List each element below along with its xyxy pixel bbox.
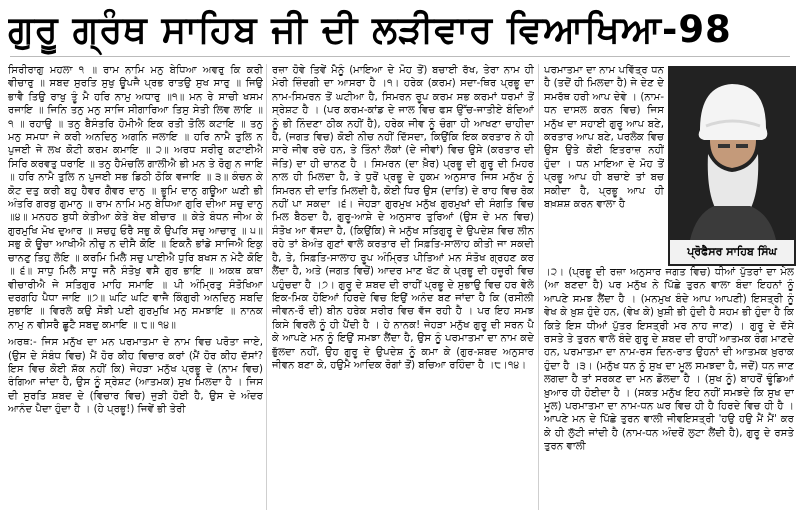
text-column-3-top: ਪਰਮਾਤਮਾ ਦਾ ਨਾਮ ਪਵਿੱਤ੍ਰ ਧਨ ਹੈ (ਤਦੋਂ ਹੀ ਮਿਲਦਾ ਹੈ) ਜੇ ਦੇਣ ਦੇ ਸਮਰੱਥ ਹਰੀ ਆਪ ਦੇਵੇ । (ਨਾਮ-ਧਨ ਦਾਸਲ ਕਰਨ ਵਿਚ) ਜਿਸ ਮਨੁੱਖ ਦਾ ਸਹਾਈ ਗੁਰੂ ਆਪ ਬਣੇ, ਕਰਤਾਰ ਆਪ ਬਣੇ, ਪਰਲੋਕ ਵਿਚ ਉਸ ਉਤੇ ਕੋਈ ਇਤਰਾਜ਼ ਨਹੀਂ ਹੁੰਦਾ । ਧਨ ਮਾਇਆ ਦੇ ਮੋਹ ਤੋਂ ਪ੍ਰਭੂ ਆਪ ਹੀ ਬਚਾਏ ਤਾਂ ਬਚ ਸਕੀਦਾ ਹੈ, ਪ੍ਰਭੂ ਆਪ ਹੀ ਬਖ਼ਸ਼ਸ਼ ਕਰਨ ਵਾਲਾ ਹੈ bbox=[544, 65, 664, 211]
author-photo bbox=[668, 66, 796, 266]
meaning-paragraph: ਅਰਥ:- ਜਿਸ ਮਨੁੱਖ ਦਾ ਮਨ ਪਰਮਾਤਮਾ ਦੇ ਨਾਮ ਵਿਚ ਪਰੋਤਾ ਜਾਏ, (ਉਸ ਦੇ ਸੰਬੰਧ ਵਿਚ) ਮੈਂ ਹੋਰ ਕੀਹ ਵਿਚਾਰ ਕਰਾਂ (ਮੈਂ ਹੋਰ ਕੀਹ ਦੱਸਾਂ? ਇਸ ਵਿਚ ਕੋਈ ਸ਼ੱਕ ਨਹੀਂ ਕਿ) ਜੇਹੜਾ ਮਨੁੱਖ ਪ੍ਰਭੂ ਦੇ (ਨਾਮ ਵਿਚ) ਰੰਗਿਆ ਜਾਂਦਾ ਹੈ, ਉਸ ਨੂੰ ਸ੍ਰੇਸ਼ਟ (ਆਤਮਕ) ਸੁਖ ਮਿਲਦਾ ਹੈ । ਜਿਸ ਦੀ ਸੁਰਤਿ ਸ਼ਬਦ ਦੇ (ਵਿਚਾਰ ਵਿਚ) ਜੁੜੀ ਹੋਈ ਹੈ, ਉਸ ਦੇ ਅੰਦਰ ਆਨੰਦ ਪੈਦਾ ਹੁੰਦਾ ਹੈ । (ਹੇ ਪ੍ਰਭੂ!) ਜਿਵੇਂ ਭੀ ਤੇਰੀ bbox=[8, 337, 263, 416]
text-column-2 bbox=[272, 64, 534, 510]
column-divider bbox=[266, 64, 267, 510]
text-column-3-bottom: ।੨। (ਪ੍ਰਭੂ ਦੀ ਰਜ਼ਾ ਅਨੁਸਾਰ ਜਗਤ ਵਿਚ) ਧੀਆਂ ਪੁੱਤਰਾਂ ਦਾ ਮੇਲ (ਆ ਬਣਦਾ ਹੈ) ਪਰ ਮਨੁੱਖ ਨੇ ਪਿੱਛੇ ਤੁਰਨ ਵਾਲਾ ਬੰਦਾ ਇਹਨਾਂ ਨੂੰ ਆਪਣੇ ਸਮਝ ਲੈਂਦਾ ਹੈ । (ਮਨਮੁਖ ਬੰਦੇ ਆਪ ਆਪਣੀ) ਇਸਤ੍ਰੀ ਨੂੰ ਵੇਖ ਕੇ ਖ਼ੁਸ਼ ਹੁੰਦੇ ਹਨ, (ਵੇਖ ਕੇ) ਖ਼ੁਸ਼ੀ ਭੀ ਹੁੰਦੀ ਹੈ ਸਹਮ ਭੀ ਹੁੰਦਾ ਹੈ ਕਿ ਕਿਤੇ ਇਸ ਧੀਆਂ ਪੁੱਤਰ ਇਸਤ੍ਰੀ ਮਰ ਨਾਹ ਜਾਣ) । ਗੁਰੂ ਦੇ ਦੱਸੇ ਰਸਤੇ ਤੇ ਤੁਰਨ ਵਾਲੇ ਬੰਦੇ ਗੁਰੂ ਦੇ ਸ਼ਬਦ ਦੀ ਰਾਹੀਂ ਆਤਮਕ ਰੰਗ ਮਾਣਦੇ ਹਨ, ਪਰਮਾਤਮਾ ਦਾ ਨਾਮ-ਰਸ ਦਿਨ-ਰਾਤ ਉਹਨਾਂ ਦੀ ਆਤਮਕ ਖ਼ੁਰਾਕ ਹੁੰਦਾ ਹੈ ।੩। (ਮਨੁੱਖ ਧਨ ਨੂੰ ਸੁਖ ਦਾ ਮੂਲ ਸਮਝਦਾ ਹੈ, ਜਦੋਂ) ਧਨ ਜਾਣ ਲਗਦਾ ਹੈ ਤਾਂ ਸਰਕਣ ਦਾ ਮਨ ਡੋਲਦਾ ਹੈ । (ਸੁਖ ਨੂੰ) ਬਾਹਰੋਂ ਢੂੰਡਿਆਂ ਖ਼ੁਆਰ ਹੀ ਹੋਈਦਾ ਹੈ । (ਸਕਤ ਮਨੁੱਖ ਇਹ ਨਹੀਂ ਸਮਝਦੇ ਕਿ ਸੁਖ ਦਾ ਮੂਲ) ਪਰਮਾਤਮਾ ਦਾ ਨਾਮ-ਧਨ ਘਰ ਵਿਚ ਹੀ ਹੈ ਹਿਰਦੇ ਵਿਚ ਹੀ ਹੈ । ਆਪਣੇ ਮਨ ਦੇ ਪਿੱਛੇ ਤੁਰਨ ਵਾਲੀ ਜੀਵਇਸਤ੍ਰੀ 'ਹਉ ਹਉ ਮੈਂ ਮੈਂ' ਕਰ ਕੇ ਹੀ ਲੁੱਟੀ ਜਾਂਦੀ ਹੈ (ਨਾਮ-ਧਨ ਅੰਦਰੋਂ ਲੁਟਾ ਲੈਂਦੀ ਹੈ), ਗੁਰੂ ਦੇ ਰਸਤੇ ਤੁਰਨ ਵਾਲੀ bbox=[544, 267, 794, 453]
text-column-1 bbox=[8, 64, 263, 510]
headline-divider bbox=[10, 56, 790, 57]
column-divider bbox=[538, 64, 539, 510]
meaning-paragraph: ਰਜ਼ਾ ਹੋਵੇ ਤਿਵੇਂ ਮੈਨੂੰ (ਮਾਇਆ ਦੇ ਮੋਹ ਤੋਂ) ਬਚਾਈ ਰੱਖ, ਤੇਰਾ ਨਾਮ ਹੀ ਮੇਰੀ ਜ਼ਿੰਦਗੀ ਦਾ ਆਸਰਾ ਹੈ ।੧। ਹਰੇਕ (ਕਰਮ) ਸਦਾ-ਥਿਰ ਪ੍ਰਭੂ ਦਾ ਨਾਮ-ਸਿਮਰਨ ਤੋਂ ਘਟੀਆ ਹੈ, ਸਿਮਰਨ ਰੂਪ ਕਰਮ ਸਭ ਕਰਮਾਂ ਧਰਮਾਂ ਤੋਂ ਸ੍ਰੇਸ਼ਟ ਹੈ । (ਪਰ ਕਰਮ-ਕਾਂਡ ਦੇ ਜਾਲ ਵਿਚ ਫਸ ਉੱਚ-ਜਾਤੀਏ ਬੰਦਿਆਂ ਨੂੰ ਭੀ ਨਿੰਦਣਾ ਠੀਕ ਨਹੀਂ ਹੈ), ਹਰੇਕ ਜੀਵ ਨੂੰ ਚੰਗਾ ਹੀ ਆਖਣਾ ਚਾਹੀਦਾ ਹੈ, (ਜਗਤ ਵਿਚ) ਕੋਈ ਨੀਚ ਨਹੀਂ ਦਿੱਸਦਾ, ਕਿਉਂਕਿ ਇਕ ਕਰਤਾਰ ਨੇ ਹੀ ਸਾਰੇ ਜੀਵ ਰਚੇ ਹਨ, ਤੇ ਤਿੰਨਾਂ ਲੋਕਾਂ (ਦੇ ਜੀਵਾਂ) ਵਿਚ ਉਸੇ (ਕਰਤਾਰ ਦੀ ਜੋਤਿ) ਦਾ ਹੀ ਚਾਨਣ ਹੈ । ਸਿਮਰਨ (ਦਾ ਖ਼ੈਰ) ਪ੍ਰਭੂ ਦੀ ਗੁਰੂ ਦੀ ਮਿਹਰ ਨਾਲ ਹੀ ਮਿਲਦਾ ਹੈ, ਤੇ ਧੁਰੋਂ ਪ੍ਰਭੂ ਦੇ ਹੁਕਮ ਅਨੁਸਾਰ ਜਿਸ ਮਨੁੱਖ ਨੂੰ ਸਿਮਰਨ ਦੀ ਦਾਤਿ ਮਿਲਦੀ ਹੈ, ਕੋਈ ਧਿਰ ਉਸ (ਦਾਤਿ) ਦੇ ਰਾਹ ਵਿਚ ਰੋਕ ਨਹੀਂ ਪਾ ਸਕਦਾ ।੬। ਜੇਹੜਾ ਗੁਰਮੁਖ ਮਨੁੱਖ ਗੁਰਮੁਖਾਂ ਦੀ ਸੰਗਤਿ ਵਿਚ ਮਿਲ ਬੈਠਦਾ ਹੈ, ਗੁਰੂ-ਆਸ਼ੇ ਦੇ ਅਨੁਸਾਰ ਤੁਰਿਆਂ (ਉਸ ਦੇ ਮਨ ਵਿਚ) ਸੰਤੋਖ ਆ ਵੱਸਦਾ ਹੈ, (ਕਿਉਂਕਿ) ਜੇ ਮਨੁੱਖ ਸਤਿਗੁਰੂ ਦੇ ਉਪਦੇਸ਼ ਵਿਚ ਲੀਨ ਰਹੇ ਤਾਂ ਬੇਅੰਤ ਗੁਣਾਂ ਵਾਲੇ ਕਰਤਾਰ ਦੀ ਸਿਫ਼ਤਿ-ਸਾਲਾਹ ਕੀਤੀ ਜਾ ਸਕਦੀ ਹੈ, ਤੇ, ਸਿਫ਼ਤਿ-ਸਾਲਾਹ ਰੂਪ ਅੰਮ੍ਰਿਤ ਪੀਤਿਆਂ ਮਨ ਸੰਤੋਖ ਗ੍ਰਹਣ ਕਰ ਲੈਂਦਾ ਹੈ, ਅਤੇ (ਜਗਤ ਵਿਚੋਂ) ਆਦਰ ਮਾਣ ਖੱਟ ਕੇ ਪ੍ਰਭੂ ਦੀ ਹਜ਼ੂਰੀ ਵਿਚ ਪਹੁੰਚਦਾ ਹੈ ।੭। ਗੁਰੂ ਦੇ ਸ਼ਬਦ ਦੀ ਰਾਹੀਂ ਪ੍ਰਭੂ ਦੇ ਸੁਭਾਉ ਵਿਚ ਹਰ ਵੇਲੇ ਇਕ-ਮਿਕ ਹੋਇਆਂ ਹਿਰਦੇ ਵਿਚ ਇਉਂ ਅਨੰਦ ਬਣ ਜਾਂਦਾ ਹੈ ਕਿ (ਰਸੀਲੀ ਜੀਵਨ-ਰੌ ਦੀ) ਬੀਨ ਹਰੇਕ ਸਰੀਰ ਵਿਚ ਵੱਜ ਰਹੀ ਹੈ । ਪਰ ਇਹ ਸਮਝ ਕਿਸੇ ਵਿਰਲੇ ਨੂੰ ਹੀ ਪੈਂਦੀ ਹੈ । ਹੇ ਨਾਨਕ! ਜੇਹੜਾ ਮਨੁੱਖ ਗੁਰੂ ਦੀ ਸਰਨ ਪੈ ਕੇ ਆਪਣੇ ਮਨ ਨੂੰ ਇਉਂ ਸਮਝਾ ਲੈਂਦਾ ਹੈ, ਉਸ ਨੂੰ ਪਰਮਾਤਮਾ ਦਾ ਨਾਮ ਕਦੇ ਭੁੱਲਦਾ ਨਹੀਂ, ਉਹ ਗੁਰੂ ਦੇ ਉਪਦੇਸ਼ ਨੂੰ ਕਮਾ ਕੇ (ਗੁਰ-ਸ਼ਬਦ ਅਨੁਸਾਰ ਜੀਵਨ ਬਣਾ ਕੇ, ਹਉਮੈ ਆਦਿਕ ਰੋਗਾਂ ਤੋਂ) ਬਚਿਆ ਰਹਿੰਦਾ ਹੈ ।੮।੧੪। bbox=[272, 65, 534, 371]
portrait-photo-icon bbox=[670, 68, 794, 240]
photo-caption: ਪ੍ਰੋਫੈਸਰ ਸਾਹਿਬ ਸਿੰਘ bbox=[670, 240, 794, 264]
article-headline: ਗੁਰੂ ਗ੍ਰੰਥ ਸਾਹਿਬ ਜੀ ਦੀ ਲੜੀਵਾਰ ਵਿਆਖਿਆ-98 bbox=[8, 8, 732, 51]
gurbani-verse: ਸਿਰੀਰਾਗੁ ਮਹਲਾ ੧ ॥ ਰਾਮ ਨਾਮਿ ਮਨੁ ਬੇਧਿਆ ਅਵਰੁ ਕਿ ਕਰੀ ਵੀਚਾਰੁ ॥ ਸਬਦ ਸੁਰਤਿ ਸੁਖੁ ਊਪਜੈ ਪ੍ਰਭ ਰਾਤਉ ਸੁਖ ਸਾਰੁ ॥ ਜਿਉ ਭਾਵੈ ਤਿਉ ਰਾਖੁ ਤੂੰ ਮੈ ਹਰਿ ਨਾਮੁ ਅਧਾਰੁ ॥੧॥ ਮਨ ਰੇ ਸਾਚੀ ਖਸਮ ਰਜਾਇ ॥ ਜਿਨਿ ਤਨੁ ਮਨੁ ਸਾਜਿ ਸੀਗਾਰਿਆ ਤਿਸੁ ਸੇਤੀ ਲਿਵ ਲਾਇ ॥ ੧ ॥ ਰਹਾਉ ॥ ਤਨੁ ਬੈਸੰਤਰਿ ਹੋਮੀਐ ਇਕ ਰਤੀ ਤੋਲਿ ਕਟਾਇ ॥ ਤਨੁ ਮਨੁ ਸਮਧਾ ਜੇ ਕਰੀ ਅਨਦਿਨੁ ਅਗਨਿ ਜਲਾਇ ॥ ਹਰਿ ਨਾਮੈ ਤੁਲਿ ਨ ਪੁਜਈ ਜੇ ਲਖ ਕੋਟੀ ਕਰਮ ਕਮਾਇ ॥ ੨॥ ਅਰਧ ਸਰੀਰੁ ਕਟਾਈਐ ਸਿਰਿ ਕਰਵਤੁ ਧਰਾਇ ॥ ਤਨੁ ਹੈਮੰਚਲਿ ਗਾਲੀਐ ਭੀ ਮਨ ਤੇ ਰੋਗੁ ਨ ਜਾਇ ॥ ਹਰਿ ਨਾਮੈ ਤੁਲਿ ਨ ਪੁਜਈ ਸਭ ਡਿਠੀ ਠੋਕਿ ਵਜਾਇ ॥ ੩॥ ਕੰਚਨ ਕੇ ਕੋਟ ਦਤੁ ਕਰੀ ਬਹੁ ਹੈਵਰ ਗੈਵਰ ਦਾਨੁ ॥ ਭੂਮਿ ਦਾਨੁ ਗਊਆ ਘਣੀ ਭੀ ਅੰਤਰਿ ਗਰਬੁ ਗੁਮਾਨੁ ॥ ਰਾਮ ਨਾਮਿ ਮਨੁ ਬੇਧਿਆ ਗੁਰਿ ਦੀਆ ਸਚੁ ਦਾਨੁ ॥੪॥ ਮਨਹਠ ਬੁਧੀ ਕੇਤੀਆ ਕੇਤੇ ਬੇਦ ਬੀਚਾਰ ॥ ਕੇਤੇ ਬੰਧਨ ਜੀਅ ਕੇ ਗੁਰਮੁਖਿ ਮੋਖ ਦੁਆਰ ॥ ਸਚਹੁ ਓਰੈ ਸਭੁ ਕੋ ਉਪਰਿ ਸਚੁ ਆਚਾਰੁ ॥ ੫॥ ਸਭੁ ਕੋ ਊਚਾ ਆਖੀਐ ਨੀਚੁ ਨ ਦੀਸੈ ਕੋਇ ॥ ਇਕਨੈ ਭਾਂਡੇ ਸਾਜਿਐ ਇਕੁ ਚਾਨਣੁ ਤਿਹੁ ਲੋਇ ॥ ਕਰਮਿ ਮਿਲੈ ਸਚੁ ਪਾਈਐ ਧੁਰਿ ਬਖਸ ਨ ਮੇਟੈ ਕੋਇ ॥ ੬॥ ਸਾਧੁ ਮਿਲੈ ਸਾਧੂ ਜਨੈ ਸੰਤੋਖੁ ਵਸੈ ਗੁਰ ਭਾਇ ॥ ਅਕਥ ਕਥਾ ਵੀਚਾਰੀਐ ਜੇ ਸਤਿਗੁਰ ਮਾਹਿ ਸਮਾਇ ॥ ਪੀ ਅੰਮ੍ਰਿਤੁ ਸੰਤੋਖਿਆ ਦਰਗਹਿ ਪੈਧਾ ਜਾਇ ॥੭॥ ਘਟਿ ਘਟਿ ਵਾਜੈ ਕਿੰਗੁਰੀ ਅਨਦਿਨੁ ਸਬਦਿ ਸੁਭਾਇ ॥ ਵਿਰਲੇ ਕਉ ਸੋਝੀ ਪਈ ਗੁਰਮੁਖਿ ਮਨੁ ਸਮਝਾਇ ॥ ਨਾਨਕ ਨਾਮੁ ਨ ਵੀਸਰੈ ਛੂਟੈ ਸਬਦੁ ਕਮਾਇ ॥ ੮॥ ੧੪॥ bbox=[8, 65, 263, 331]
